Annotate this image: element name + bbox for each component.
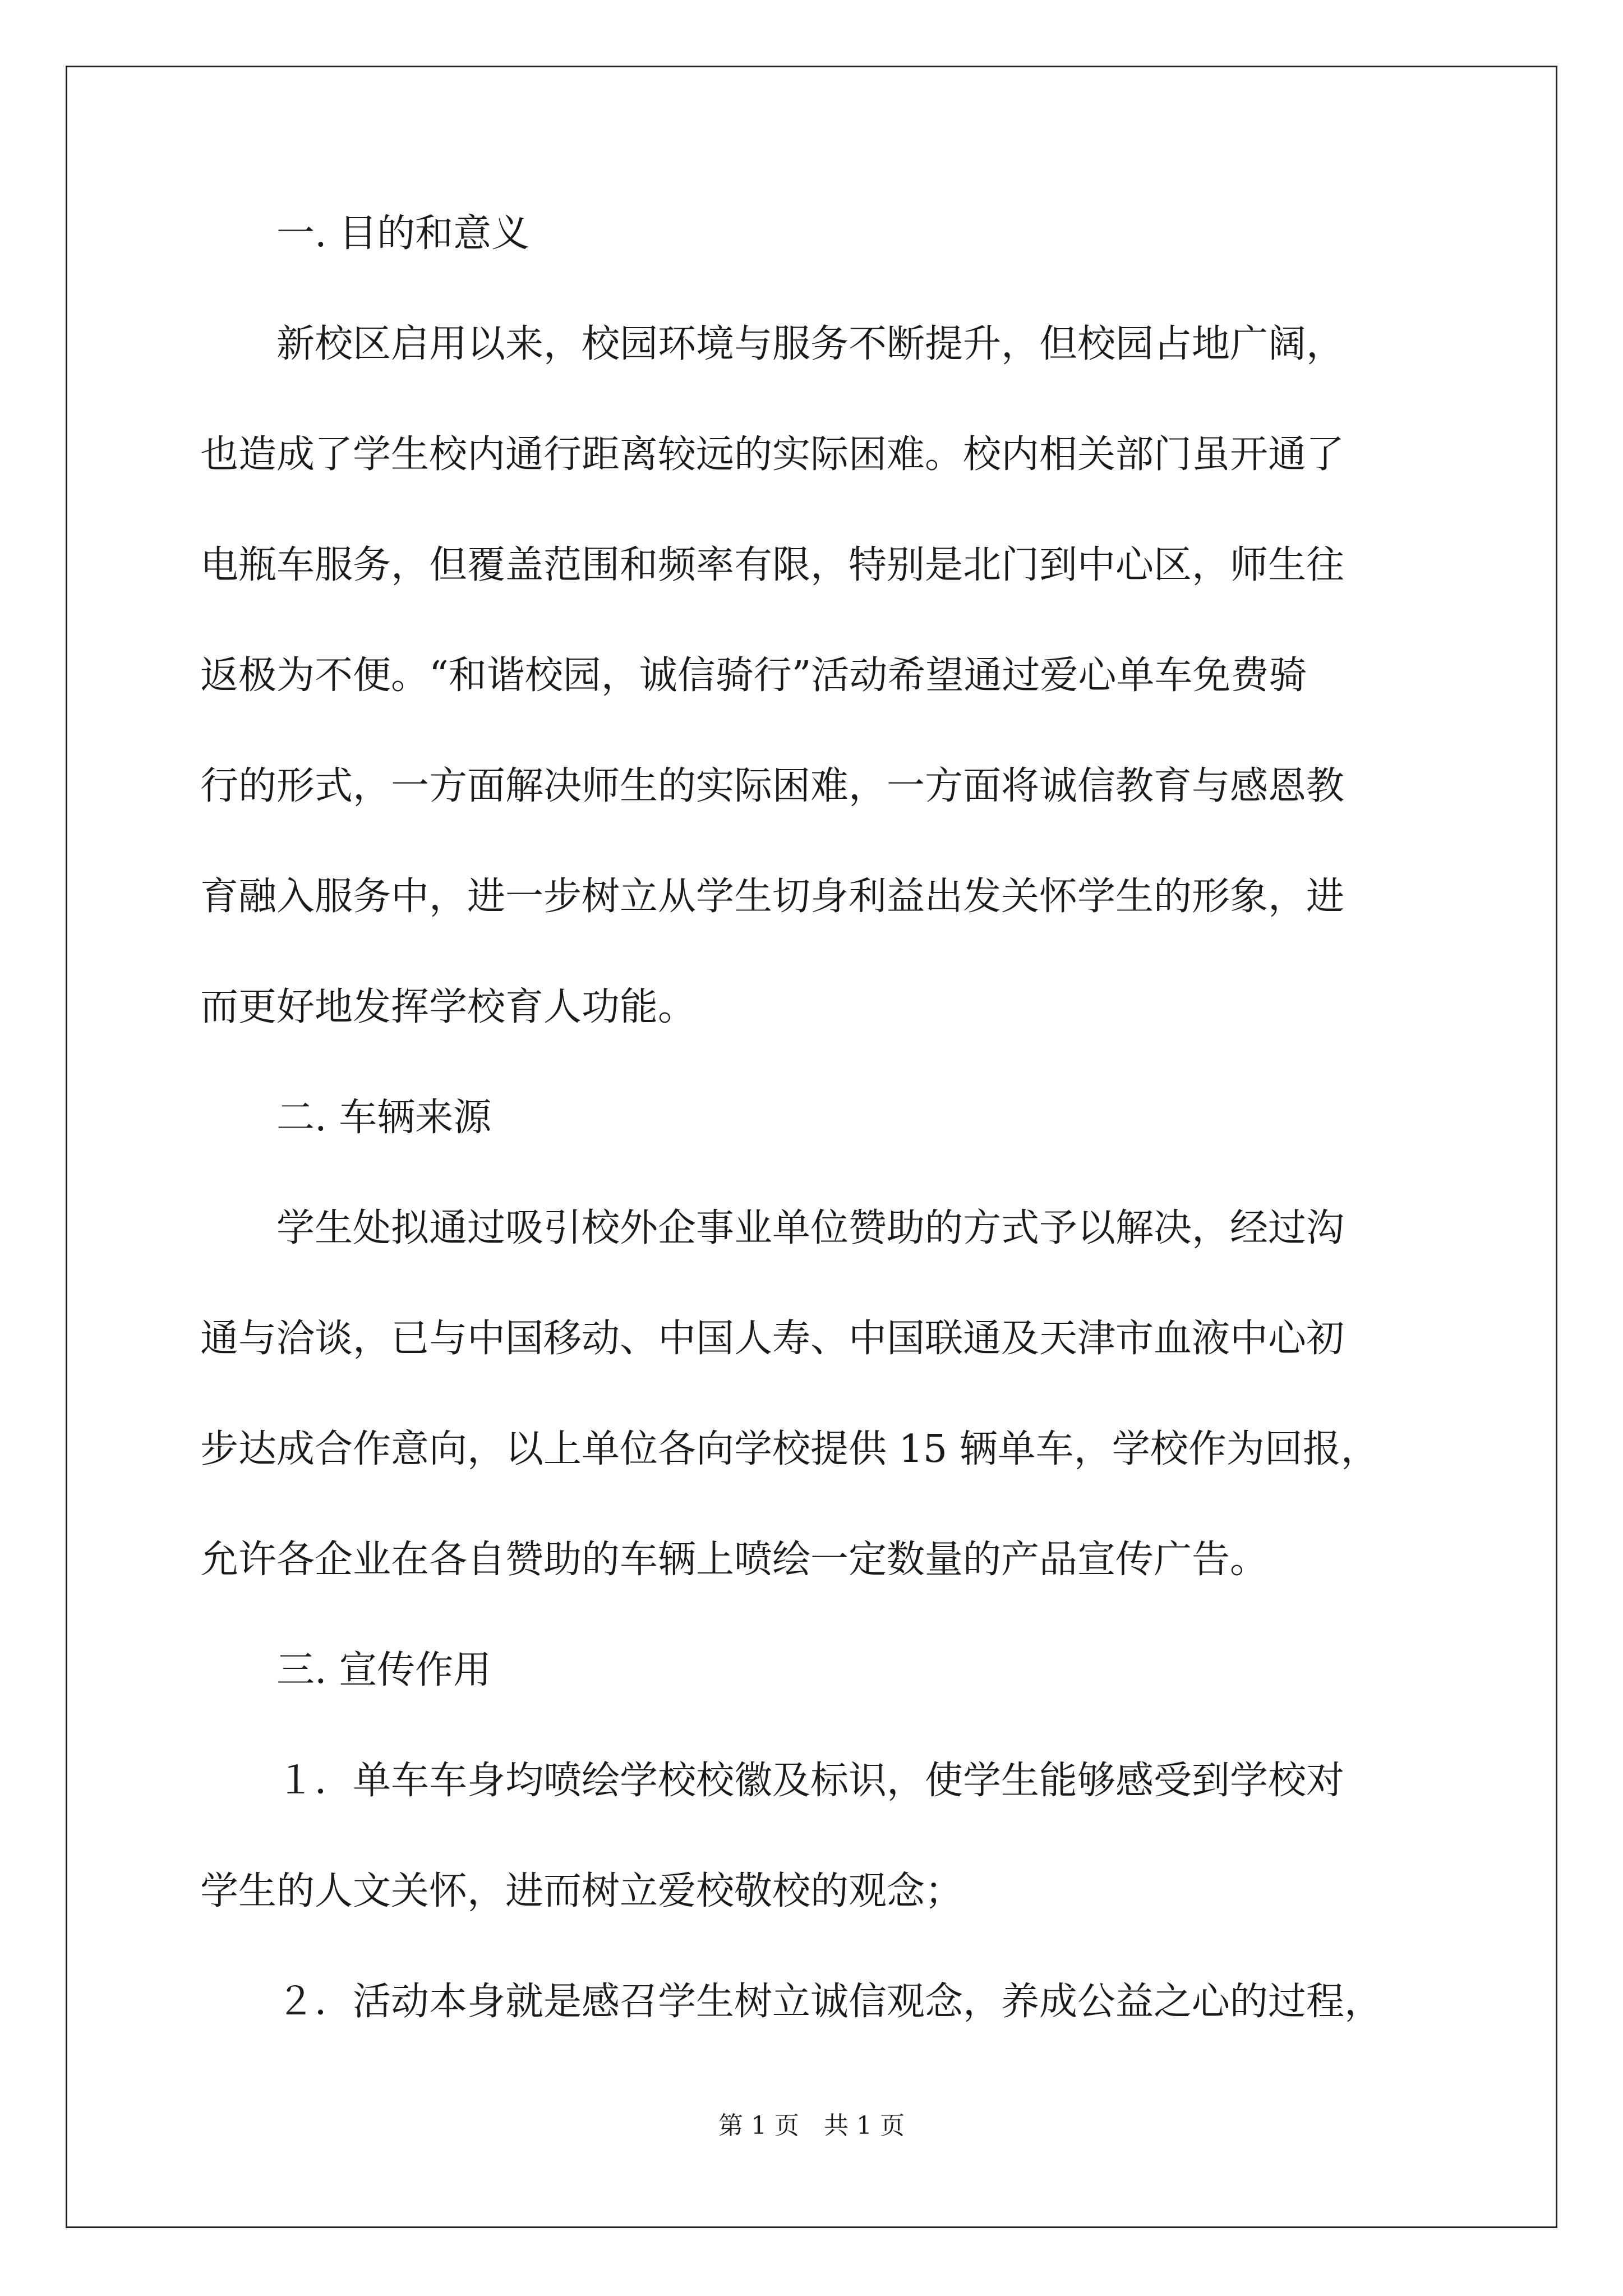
paragraph-line: 新校区启用以来，校园环境与服务不断提升，但校园占地广阔，: [276, 322, 1345, 366]
paragraph-line: 步达成合作意向，以上单位各向学校提供 15 辆单车，学校作为回报，: [200, 1427, 1379, 1471]
paragraph-line: 通与洽谈，已与中国移动、中国人寿、中国联通及天津市血液中心初: [200, 1317, 1345, 1361]
list-item-line: ２．活动本身就是感召学生树立诚信观念，养成公益之心的过程，: [276, 1980, 1383, 2024]
section-heading-purpose: 一. 目的和意义: [276, 211, 530, 256]
paragraph-line: 允许各企业在各自赞助的车辆上喷绘一定数量的产品宣传广告。: [200, 1538, 1269, 1582]
paragraph-line: 而更好地发挥学校育人功能。: [200, 985, 697, 1029]
paragraph-line: 行的形式，一方面解决师生的实际困难，一方面将诚信教育与感恩教: [200, 764, 1345, 808]
list-item-line: 学生的人文关怀，进而树立爱校敬校的观念；: [200, 1869, 963, 1913]
section-heading-publicity: 三. 宣传作用: [276, 1648, 492, 1692]
paragraph-line: 学生处拟通过吸引校外企事业单位赞助的方式予以解决，经过沟: [276, 1206, 1345, 1250]
paragraph-line: 育融入服务中，进一步树立从学生切身利益出发关怀学生的形象，进: [200, 875, 1345, 919]
section-heading-vehicle-source: 二. 车辆来源: [276, 1096, 492, 1140]
list-item-line: １．单车车身均喷绘学校校徽及标识，使学生能够感受到学校对: [276, 1759, 1345, 1803]
paragraph-line: 返极为不便。“和谐校园，诚信骑行”活动希望通过爱心单车免费骑: [200, 654, 1307, 698]
paragraph-line: 也造成了学生校内通行距离较远的实际困难。校内相关部门虽开通了: [200, 432, 1345, 477]
page-footer: 第 1 页 共 1 页: [718, 2111, 905, 2140]
paragraph-line: 电瓶车服务，但覆盖范围和频率有限，特别是北门到中心区，师生往: [200, 543, 1345, 587]
